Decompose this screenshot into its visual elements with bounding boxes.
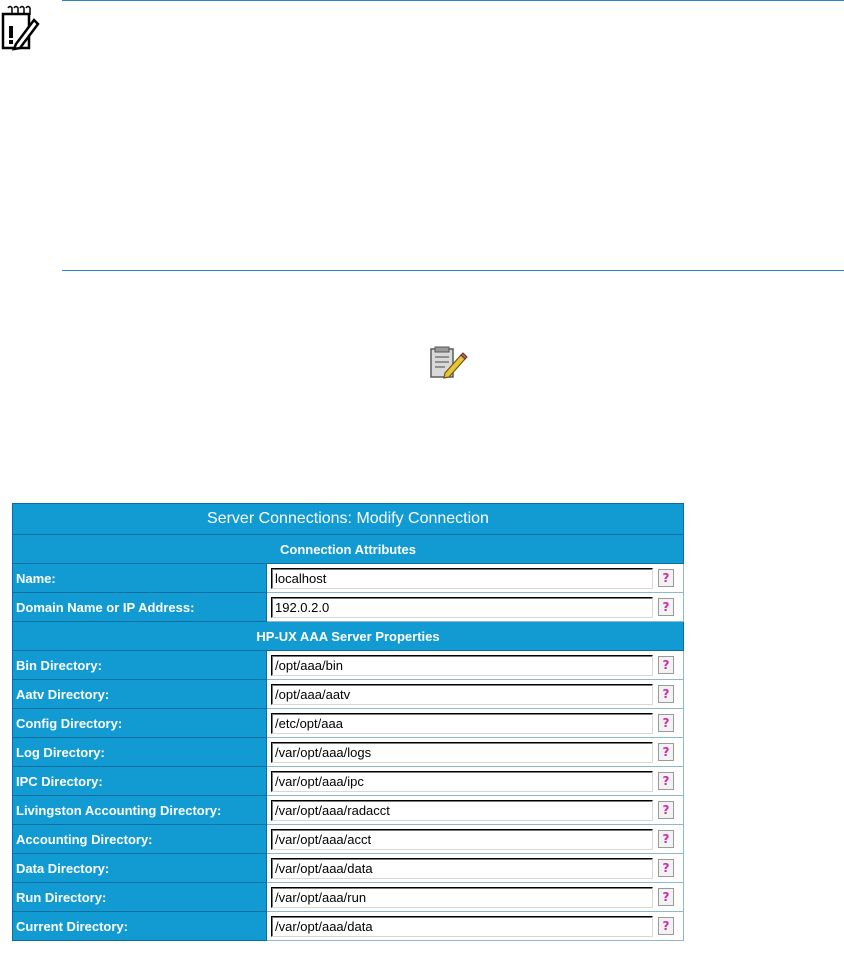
help-icon[interactable]: ? (658, 772, 674, 790)
help-icon[interactable]: ? (658, 888, 674, 906)
note-bottom-rule (62, 270, 844, 271)
form-row (13, 854, 684, 883)
note-pad-icon (0, 4, 40, 54)
form-row (13, 680, 684, 709)
field-value-cell (267, 593, 684, 622)
field-input[interactable] (271, 771, 653, 792)
form-row (13, 593, 684, 622)
form-title: Server Connections: Modify Connection (13, 504, 684, 535)
field-label: Config Directory: (13, 709, 267, 738)
form-row (13, 709, 684, 738)
edit-document-icon (427, 345, 469, 381)
field-label: IPC Directory: (13, 767, 267, 796)
field-value-cell (267, 738, 684, 767)
field-label: Aatv Directory: (13, 680, 267, 709)
field-label: Bin Directory: (13, 651, 267, 680)
help-icon[interactable]: ? (658, 598, 674, 616)
field-label: Current Directory: (13, 912, 267, 941)
help-icon[interactable]: ? (658, 859, 674, 877)
help-icon[interactable]: ? (658, 743, 674, 761)
field-input[interactable] (271, 568, 653, 589)
form-row (13, 767, 684, 796)
field-input[interactable] (271, 742, 653, 763)
form-row (13, 796, 684, 825)
field-input[interactable] (271, 887, 653, 908)
help-icon[interactable]: ? (658, 917, 674, 935)
form-row (13, 825, 684, 854)
field-value-cell (267, 709, 684, 738)
modify-connection-form (12, 503, 684, 941)
field-input[interactable] (271, 597, 653, 618)
field-input[interactable] (271, 655, 653, 676)
field-input[interactable] (271, 829, 653, 850)
field-input[interactable] (271, 713, 653, 734)
field-label: Run Directory: (13, 883, 267, 912)
field-value-cell (267, 854, 684, 883)
help-icon[interactable]: ? (658, 714, 674, 732)
help-icon[interactable]: ? (658, 569, 674, 587)
section-heading: Connection Attributes (13, 535, 684, 564)
help-icon[interactable]: ? (658, 801, 674, 819)
field-input[interactable] (271, 916, 653, 937)
field-value-cell (267, 680, 684, 709)
field-value-cell (267, 651, 684, 680)
field-label: Accounting Directory: (13, 825, 267, 854)
help-icon[interactable]: ? (658, 656, 674, 674)
field-label: Livingston Accounting Directory: (13, 796, 267, 825)
form-row (13, 883, 684, 912)
field-label: Data Directory: (13, 854, 267, 883)
field-label: Name: (13, 564, 267, 593)
field-value-cell (267, 767, 684, 796)
field-label: Log Directory: (13, 738, 267, 767)
field-value-cell (267, 796, 684, 825)
form-row (13, 738, 684, 767)
field-input[interactable] (271, 800, 653, 821)
field-value-cell (267, 825, 684, 854)
form-row (13, 651, 684, 680)
note-top-rule (62, 0, 844, 1)
field-value-cell (267, 883, 684, 912)
form-row (13, 912, 684, 941)
field-input[interactable] (271, 684, 653, 705)
field-value-cell (267, 564, 684, 593)
help-icon[interactable]: ? (658, 685, 674, 703)
field-input[interactable] (271, 858, 653, 879)
help-icon[interactable]: ? (658, 830, 674, 848)
field-value-cell (267, 912, 684, 941)
section-heading: HP-UX AAA Server Properties (13, 622, 684, 651)
form-row (13, 564, 684, 593)
field-label: Domain Name or IP Address: (13, 593, 267, 622)
